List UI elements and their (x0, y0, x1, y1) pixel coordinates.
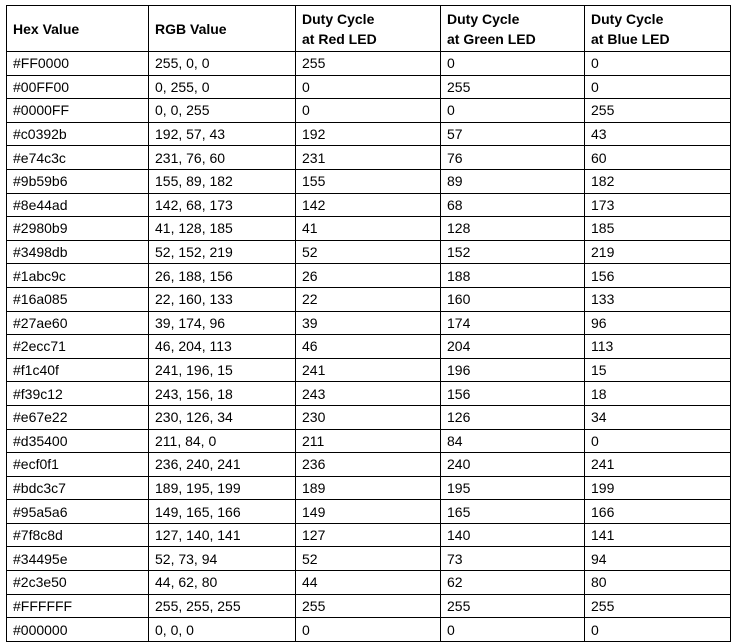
header-line: Hex Value (13, 20, 80, 37)
cell-hex-value: #2c3e50 (7, 571, 149, 595)
cell-hex-value: #e74c3c (7, 146, 149, 170)
cell-duty-blue: 34 (585, 405, 731, 429)
header-line: at Red LED (302, 30, 377, 47)
table-row (7, 429, 731, 453)
cell-hex-value: #00FF00 (7, 75, 149, 99)
table-row (7, 547, 731, 571)
table-row (7, 52, 731, 76)
cell-rgb-value: 189, 195, 199 (149, 476, 296, 500)
table-body (7, 52, 731, 642)
table-row (7, 335, 731, 359)
cell-duty-red: 255 (296, 594, 441, 618)
table-row (7, 358, 731, 382)
color-duty-cycle-table (6, 5, 731, 642)
cell-duty-blue: 94 (585, 547, 731, 571)
cell-hex-value: #27ae60 (7, 311, 149, 335)
cell-rgb-value: 211, 84, 0 (149, 429, 296, 453)
cell-duty-blue: 0 (585, 618, 731, 642)
cell-duty-green: 128 (441, 217, 585, 241)
cell-duty-green: 126 (441, 405, 585, 429)
table-header (7, 6, 731, 52)
cell-duty-red: 127 (296, 523, 441, 547)
cell-duty-red: 142 (296, 193, 441, 217)
cell-duty-green: 84 (441, 429, 585, 453)
cell-duty-blue: 18 (585, 382, 731, 406)
cell-duty-blue: 141 (585, 523, 731, 547)
cell-duty-green: 255 (441, 75, 585, 99)
cell-duty-green: 0 (441, 618, 585, 642)
cell-duty-green: 140 (441, 523, 585, 547)
cell-rgb-value: 255, 0, 0 (149, 52, 296, 76)
cell-duty-green: 76 (441, 146, 585, 170)
cell-hex-value: #c0392b (7, 122, 149, 146)
cell-hex-value: #34495e (7, 547, 149, 571)
header-duty-cycle-green (441, 6, 585, 52)
cell-hex-value: #16a085 (7, 287, 149, 311)
header-line: at Blue LED (591, 30, 670, 47)
table-row (7, 453, 731, 477)
cell-duty-green: 0 (441, 52, 585, 76)
cell-duty-red: 46 (296, 335, 441, 359)
cell-rgb-value: 241, 196, 15 (149, 358, 296, 382)
cell-duty-blue: 0 (585, 52, 731, 76)
cell-duty-blue: 166 (585, 500, 731, 524)
cell-duty-green: 0 (441, 99, 585, 123)
cell-rgb-value: 231, 76, 60 (149, 146, 296, 170)
cell-rgb-value: 0, 0, 255 (149, 99, 296, 123)
cell-rgb-value: 46, 204, 113 (149, 335, 296, 359)
cell-duty-blue: 133 (585, 287, 731, 311)
cell-duty-green: 156 (441, 382, 585, 406)
cell-rgb-value: 149, 165, 166 (149, 500, 296, 524)
cell-duty-blue: 80 (585, 571, 731, 595)
cell-rgb-value: 255, 255, 255 (149, 594, 296, 618)
table-row (7, 240, 731, 264)
table-row (7, 618, 731, 642)
cell-duty-green: 73 (441, 547, 585, 571)
cell-hex-value: #f39c12 (7, 382, 149, 406)
cell-duty-red: 0 (296, 75, 441, 99)
cell-duty-green: 255 (441, 594, 585, 618)
cell-hex-value: #FF0000 (7, 52, 149, 76)
cell-duty-red: 0 (296, 618, 441, 642)
cell-rgb-value: 127, 140, 141 (149, 523, 296, 547)
cell-duty-red: 22 (296, 287, 441, 311)
cell-duty-blue: 219 (585, 240, 731, 264)
cell-duty-red: 149 (296, 500, 441, 524)
cell-rgb-value: 41, 128, 185 (149, 217, 296, 241)
cell-hex-value: #1abc9c (7, 264, 149, 288)
cell-rgb-value: 52, 152, 219 (149, 240, 296, 264)
table-row (7, 264, 731, 288)
cell-hex-value: #e67e22 (7, 405, 149, 429)
cell-duty-red: 230 (296, 405, 441, 429)
cell-duty-blue: 43 (585, 122, 731, 146)
header-row (7, 6, 731, 52)
table-row (7, 146, 731, 170)
cell-hex-value: #7f8c8d (7, 523, 149, 547)
table-row (7, 217, 731, 241)
cell-duty-green: 196 (441, 358, 585, 382)
cell-rgb-value: 155, 89, 182 (149, 169, 296, 193)
cell-duty-blue: 182 (585, 169, 731, 193)
cell-duty-green: 68 (441, 193, 585, 217)
header-hex-value (7, 6, 149, 52)
table-row (7, 476, 731, 500)
cell-hex-value: #2980b9 (7, 217, 149, 241)
cell-duty-red: 243 (296, 382, 441, 406)
cell-duty-blue: 255 (585, 99, 731, 123)
cell-hex-value: #8e44ad (7, 193, 149, 217)
cell-hex-value: #3498db (7, 240, 149, 264)
cell-hex-value: #ecf0f1 (7, 453, 149, 477)
cell-duty-red: 189 (296, 476, 441, 500)
cell-duty-green: 152 (441, 240, 585, 264)
cell-duty-blue: 0 (585, 429, 731, 453)
cell-rgb-value: 243, 156, 18 (149, 382, 296, 406)
cell-duty-red: 52 (296, 240, 441, 264)
cell-duty-blue: 156 (585, 264, 731, 288)
cell-rgb-value: 0, 0, 0 (149, 618, 296, 642)
cell-rgb-value: 0, 255, 0 (149, 75, 296, 99)
cell-duty-green: 165 (441, 500, 585, 524)
cell-hex-value: #95a5a6 (7, 500, 149, 524)
cell-duty-green: 204 (441, 335, 585, 359)
cell-duty-blue: 96 (585, 311, 731, 335)
cell-duty-green: 57 (441, 122, 585, 146)
table-row (7, 99, 731, 123)
cell-duty-green: 89 (441, 169, 585, 193)
cell-hex-value: #000000 (7, 618, 149, 642)
cell-hex-value: #FFFFFF (7, 594, 149, 618)
cell-rgb-value: 142, 68, 173 (149, 193, 296, 217)
cell-duty-red: 0 (296, 99, 441, 123)
table-row (7, 594, 731, 618)
cell-duty-red: 211 (296, 429, 441, 453)
cell-duty-red: 44 (296, 571, 441, 595)
table-row (7, 311, 731, 335)
table-row (7, 571, 731, 595)
table-row (7, 500, 731, 524)
cell-duty-blue: 0 (585, 75, 731, 99)
cell-rgb-value: 192, 57, 43 (149, 122, 296, 146)
cell-hex-value: #9b59b6 (7, 169, 149, 193)
table-row (7, 287, 731, 311)
header-duty-cycle-red (296, 6, 441, 52)
cell-duty-red: 236 (296, 453, 441, 477)
cell-rgb-value: 236, 240, 241 (149, 453, 296, 477)
cell-rgb-value: 52, 73, 94 (149, 547, 296, 571)
cell-rgb-value: 26, 188, 156 (149, 264, 296, 288)
cell-duty-blue: 173 (585, 193, 731, 217)
cell-duty-red: 155 (296, 169, 441, 193)
cell-hex-value: #d35400 (7, 429, 149, 453)
header-line: RGB Value (155, 20, 227, 37)
header-line: at Green LED (447, 30, 536, 47)
cell-duty-red: 41 (296, 217, 441, 241)
cell-duty-blue: 60 (585, 146, 731, 170)
cell-duty-green: 240 (441, 453, 585, 477)
table-row (7, 523, 731, 547)
cell-duty-blue: 15 (585, 358, 731, 382)
cell-duty-green: 195 (441, 476, 585, 500)
table-row (7, 193, 731, 217)
cell-rgb-value: 230, 126, 34 (149, 405, 296, 429)
table-row (7, 405, 731, 429)
cell-duty-red: 39 (296, 311, 441, 335)
header-duty-cycle-blue (585, 6, 731, 52)
cell-duty-red: 231 (296, 146, 441, 170)
cell-duty-red: 52 (296, 547, 441, 571)
cell-duty-blue: 185 (585, 217, 731, 241)
cell-duty-red: 26 (296, 264, 441, 288)
header-line: Duty Cycle (591, 10, 664, 27)
cell-duty-green: 160 (441, 287, 585, 311)
cell-rgb-value: 44, 62, 80 (149, 571, 296, 595)
cell-duty-blue: 113 (585, 335, 731, 359)
header-line: Duty Cycle (447, 10, 520, 27)
table-row (7, 122, 731, 146)
cell-duty-red: 192 (296, 122, 441, 146)
cell-duty-blue: 199 (585, 476, 731, 500)
cell-duty-green: 188 (441, 264, 585, 288)
cell-duty-green: 174 (441, 311, 585, 335)
cell-duty-blue: 255 (585, 594, 731, 618)
cell-hex-value: #f1c40f (7, 358, 149, 382)
cell-hex-value: #bdc3c7 (7, 476, 149, 500)
cell-duty-red: 255 (296, 52, 441, 76)
cell-duty-green: 62 (441, 571, 585, 595)
cell-duty-red: 241 (296, 358, 441, 382)
cell-hex-value: #0000FF (7, 99, 149, 123)
header-rgb-value (149, 6, 296, 52)
cell-hex-value: #2ecc71 (7, 335, 149, 359)
table-row (7, 169, 731, 193)
table-row (7, 75, 731, 99)
cell-rgb-value: 22, 160, 133 (149, 287, 296, 311)
table-row (7, 382, 731, 406)
cell-duty-blue: 241 (585, 453, 731, 477)
cell-rgb-value: 39, 174, 96 (149, 311, 296, 335)
header-line: Duty Cycle (302, 10, 375, 27)
